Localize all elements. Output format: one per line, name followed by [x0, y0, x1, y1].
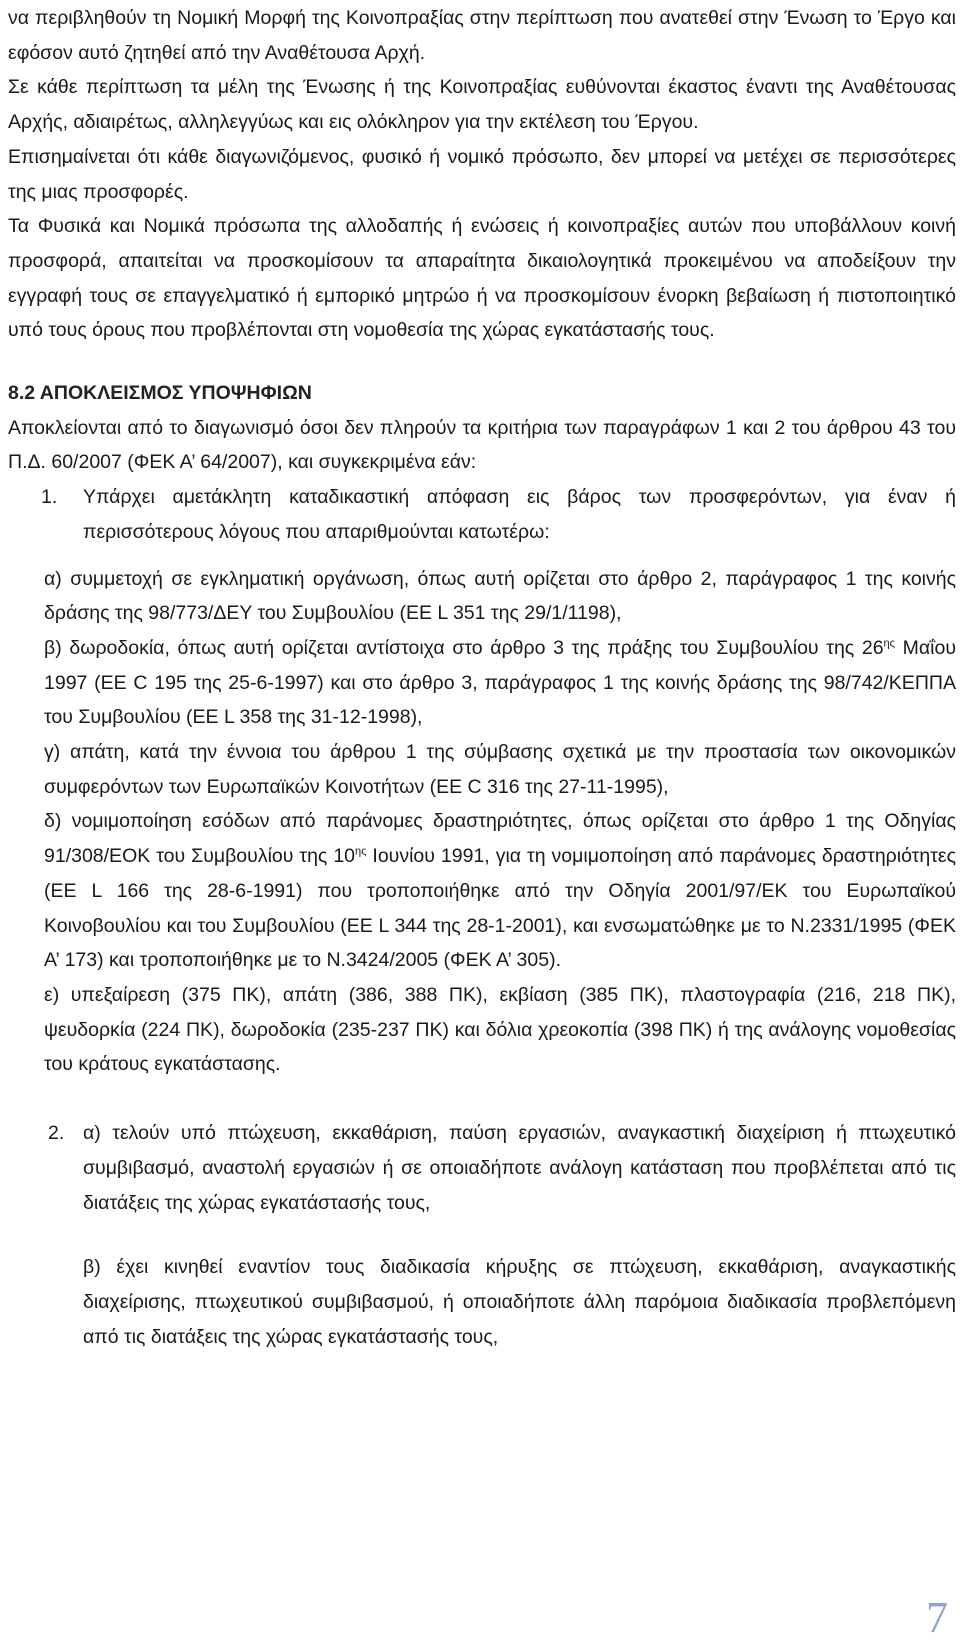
subitem-c: γ) απάτη, κατά την έννοια του άρθρου 1 της σύμβασης σχετικά με την προστασία των οικονομικών συμφερόντων των Ευρωπαϊκών Κοινοτήτων (ΕΕ C 316 της 27-11-1995),: [44, 741, 956, 798]
intro-paragraph-1: να περιβληθούν τη Νομική Μορφή της Κοινοπραξίας στην περίπτωση που ανατεθεί στην Ένωση το Έργο και εφόσον αυτό ζητηθεί από την Αναθέτουσα Αρχή.: [8, 7, 956, 64]
subitem-a: α) συμμετοχή σε εγκληματική οργάνωση, όπως αυτή ορίζεται στο άρθρο 2, παράγραφος 1 της κοινής δράσης της 98/773/ΔΕΥ του Συμβουλίου (ΕΕ L 351 της 29/1/1198),: [44, 567, 956, 625]
list-item-1: [8, 480, 956, 549]
list-item-1-subitems: [44, 562, 956, 1083]
list-item-2-number: 2.: [48, 1122, 65, 1145]
list-item-2: [8, 1116, 956, 1354]
subitem-b: β) δωροδοκία, όπως αυτή ορίζεται αντίστοιχα στο άρθρο 3 της πράξης του Συμβουλίου της $26^{\eta\varsigma}$ Μαΐου 1997 (ΕΕ C 195 της 25-6-1997) και στο άρθρο 3, παράγραφος 1 της κοινής δράσης της 98/742/ΚΕΠΠΑ του Συμβουλίου (ΕΕ L 358 της 31-12-1998),: [44, 636, 956, 729]
list-item-2-subitem-b: β) έχει κινηθεί εναντίον τους διαδικασία κήρυξης σε πτώχευση, εκκαθάριση, αναγκαστικής διαχείρισης, πτωχευτικού συμβιβασμού, ή οποιαδήποτε άλλη παρόμοια διαδικασία προβλεπόμενη από τις διατάξεις της χώρας εγκατάστασής τους,: [83, 1256, 956, 1348]
section-intro: Αποκλείονται από το διαγωνισμό όσοι δεν πληρούν τα κριτήρια των παραγράφων 1 και 2 του άρθρου 43 του Π.Δ. 60/2007 (ΦΕΚ Α’ 64/2007), και συγκεκριμένα εάν:: [8, 416, 956, 474]
intro-paragraph-3: Επισημαίνεται ότι κάθε διαγωνιζόμενος, φυσικό ή νομικό πρόσωπο, δεν μπορεί να μετέχει σε περισσότερες της μιας προσφορές.: [8, 145, 956, 203]
list-item-1-text: Υπάρχει αμετάκλητη καταδικαστική απόφαση εις βάρος των προσφερόντων, για έναν ή περισσότερους λόγους που απαριθμούνται κατωτέρω:: [83, 486, 956, 543]
page-number: 7: [926, 1593, 948, 1642]
subitem-e: ε) υπεξαίρεση (375 ΠΚ), απάτη (386, 388 ΠΚ), εκβίαση (385 ΠΚ), πλαστογραφία (216, 218 ΠΚ), ψευδορκία (224 ΠΚ), δωροδοκία (235-237 ΠΚ) και δόλια χρεοκοπία (398 ΠΚ) ή της ανάλογης νομοθεσίας του κράτους εγκατάστασης.: [44, 983, 956, 1076]
document-page: [8, 0, 956, 1354]
section-heading: 8.2 ΑΠΟΚΛΕΙΣΜΟΣ ΥΠΟΨΗΦΙΩΝ: [8, 382, 312, 405]
intro-paragraph-4: Τα Φυσικά και Νομικά πρόσωπα της αλλοδαπής ή ενώσεις ή κοινοπραξίες αυτών που υποβάλλουν κοινή προσφορά, απαιτείται να προσκομίσουν τα απαραίτητα δικαιολογητικά προκειμένου να αποδείξουν την εγγραφή τους σε επαγγελματικό ή εμπορικό μητρώο ή να προσκομίσουν ένορκη βεβαίωση ή πιστοποιητικό υπό τους όρους που προβλέπονται στη νομοθεσία της χώρας εγκατάστασής τους.: [8, 215, 956, 342]
subitem-d: δ) νομιμοποίηση εσόδων από παράνομες δραστηριότητες, όπως ορίζεται στο άρθρο 1 της Οδηγίας 91/308/ΕΟΚ του Συμβουλίου της $10^{\eta\varsigma}$ Ιουνίου 1991, για τη νομιμοποίηση από παράνομες δραστηριότητες (ΕΕ L 166 της 28-6-1991) που τροποποιήθηκε από την Οδηγία 2001/97/ΕΚ του Ευρωπαϊκού Κοινοβουλίου και του Συμβουλίου (ΕΕ L 344 της 28-1-2001), και ενσωματώθηκε με το Ν.2331/1995 (ΦΕΚ Α’ 173) και τροποποιήθηκε με το Ν.3424/2005 (ΦΕΚ Α’ 305).: [44, 810, 956, 972]
intro-paragraph-2: Σε κάθε περίπτωση τα μέλη της Ένωσης ή της Κοινοπραξίας ευθύνονται έκαστος έναντι της Αναθέτουσας Αρχής, αδιαιρέτως, αλληλεγγύως και εις ολόκληρον για την εκτέλεση του Έργου.: [8, 76, 956, 134]
list-item-2-subitem-a: α) τελούν υπό πτώχευση, εκκαθάριση, παύση εργασιών, αναγκαστική διαχείριση ή πτωχευτικό συμβιβασμό, αναστολή εργασιών ή σε οποιαδήποτε ανάλογη κατάσταση που προβλέπεται από τις διατάξεις της χώρας εγκατάστασής τους,: [83, 1122, 956, 1214]
list-item-1-number: 1.: [41, 486, 58, 509]
